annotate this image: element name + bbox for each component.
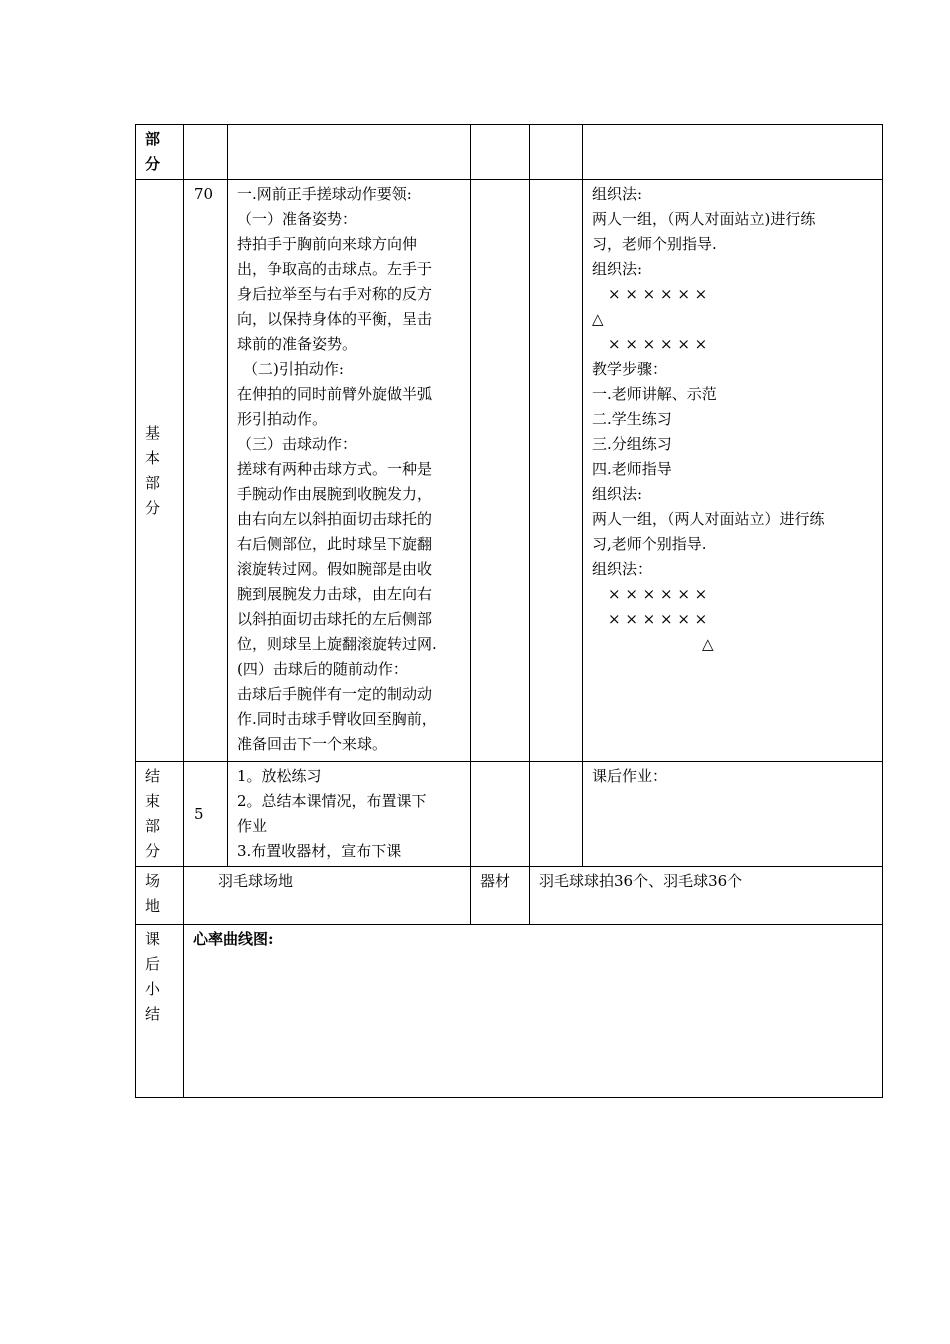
content-line: 手腕动作由展腕到收腕发力，	[237, 485, 433, 503]
org-line: 二.学生练习	[592, 410, 672, 428]
org-line: 一.老师讲解、示范	[592, 385, 717, 403]
content-line: 1。放松练习	[237, 767, 322, 785]
coach-symbol: △	[592, 310, 604, 328]
label-char: 地	[145, 897, 161, 915]
org-line: 组织法:	[592, 485, 643, 503]
content-line: 球前的准备姿势。	[237, 335, 358, 353]
formation-row: × × × × × ×	[608, 610, 708, 628]
content-line: 右后侧部位，此时球呈下旋翻	[237, 535, 433, 553]
label-char: 基	[145, 423, 161, 442]
empty-cell	[530, 180, 583, 762]
section-header-char: 部	[145, 130, 161, 148]
empty-cell	[471, 762, 530, 867]
label-char: 分	[145, 498, 161, 517]
org-line: 习，老师个别指导.	[592, 235, 717, 253]
org-line: 教学步骤：	[592, 360, 668, 378]
label-char: 部	[145, 473, 161, 492]
content-line: 形引拍动作。	[237, 410, 328, 428]
lesson-plan-table	[135, 124, 883, 1098]
label-char: 结	[145, 1005, 161, 1023]
ending-content	[228, 762, 471, 867]
basic-section-label	[136, 180, 184, 762]
formation-row: × × × × × ×	[608, 335, 708, 353]
label-char: 部	[145, 817, 161, 835]
content-line: 击球后手腕伴有一定的制动动	[237, 685, 433, 703]
org-line: 习,老师个别指导.	[592, 535, 707, 553]
org-line: 两人一组，（两人对面站立)进行练	[592, 210, 816, 228]
content-line: 在伸拍的同时前臂外旋做半弧	[237, 385, 433, 403]
content-line: 向，以保持身体的平衡，呈击	[237, 310, 433, 328]
content-line: 以斜拍面切击球托的左后侧部	[237, 610, 433, 628]
homework-cell: 课后作业：	[583, 762, 883, 867]
content-line: （三）击球动作：	[237, 435, 358, 453]
ending-section-label	[136, 762, 184, 867]
content-line: 作.同时击球手臂收回至胸前，	[237, 710, 437, 728]
label-char: 课	[145, 930, 161, 948]
empty-cell	[530, 762, 583, 867]
summary-row	[136, 925, 883, 1098]
label-char: 本	[145, 448, 161, 467]
summary-label	[136, 925, 184, 1098]
content-line: (四）击球后的随前动作：	[237, 660, 408, 678]
heart-rate-title: 心率曲线图:	[184, 925, 883, 1098]
org-line: 三.分组练习	[592, 435, 672, 453]
empty-cell	[530, 125, 583, 180]
venue-value: 羽毛球场地	[184, 867, 471, 925]
org-line: 组织法:	[592, 185, 643, 203]
empty-cell	[583, 125, 883, 180]
content-line: 作业	[237, 817, 268, 835]
content-line: （二)引拍动作:	[243, 360, 344, 378]
label-char: 束	[145, 792, 161, 810]
label-char: 后	[145, 955, 161, 973]
org-line: 两人一组，（两人对面站立）进行练	[592, 510, 825, 528]
ending-section-row	[136, 762, 883, 867]
content-line: 一.网前正手搓球动作要领:	[237, 185, 412, 203]
label-char: 分	[145, 842, 161, 860]
formation-row: × × × × × ×	[608, 585, 708, 603]
content-line: 位，则球呈上旋翻滚旋转过网.	[237, 635, 437, 653]
content-line: 由右向左以斜拍面切击球托的	[237, 510, 433, 528]
empty-cell	[471, 125, 530, 180]
basic-organization	[583, 180, 883, 762]
empty-cell	[184, 125, 228, 180]
content-line: 持拍手于胸前向来球方向伸	[237, 235, 418, 253]
section-header-cell	[136, 125, 184, 180]
empty-cell	[228, 125, 471, 180]
org-line: 组织法：	[592, 560, 653, 578]
coach-symbol: △	[702, 635, 714, 653]
equipment-label: 器材	[471, 867, 530, 925]
section-header-char: 分	[145, 155, 161, 173]
content-line: 腕到展腕发力击球，由左向右	[237, 585, 433, 603]
content-line: 3.布置收器材，宣布下课	[237, 842, 402, 860]
equipment-value: 羽毛球球拍36个、羽毛球36个	[530, 867, 883, 925]
empty-cell	[471, 180, 530, 762]
content-line: 2。总结本课情况，布置课下	[237, 792, 427, 810]
content-line: 搓球有两种击球方式。一种是	[237, 460, 433, 478]
org-line: 组织法:	[592, 260, 643, 278]
basic-section-row	[136, 180, 883, 762]
label-char: 场	[145, 872, 161, 890]
content-line: 准备回击下一个来球。	[237, 735, 388, 753]
basic-content	[228, 180, 471, 762]
venue-row	[136, 867, 883, 925]
content-line: （一）准备姿势：	[237, 210, 358, 228]
header-row	[136, 125, 883, 180]
content-line: 身后拉举至与右手对称的反方	[237, 285, 433, 303]
label-char: 结	[145, 767, 161, 785]
content-line: 出，争取高的击球点。左手于	[237, 260, 433, 278]
content-line: 滚旋转过网。假如腕部是由收	[237, 560, 433, 578]
venue-label	[136, 867, 184, 925]
label-char: 小	[145, 980, 161, 998]
org-line: 四.老师指导	[592, 460, 672, 478]
formation-row: × × × × × ×	[608, 285, 708, 303]
ending-time: 5	[184, 762, 228, 867]
basic-time: 70	[184, 180, 228, 762]
